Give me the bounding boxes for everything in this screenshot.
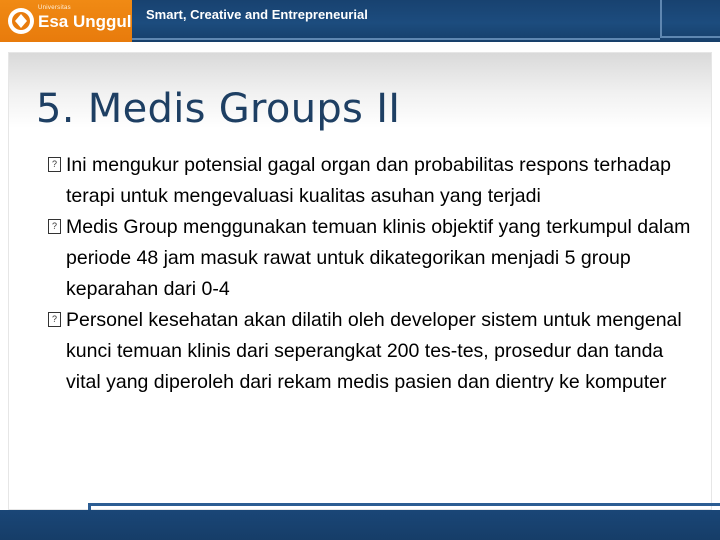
bullet-text: Ini mengukur potensial gagal organ dan probabilitas respons terhadap terapi untuk mengevaluasi kualitas asuhan yang terjadi [66, 154, 671, 207]
slide-title: 5. Medis Groups II [36, 86, 401, 132]
bullet-list [48, 150, 698, 398]
tagline: Smart, Creative and Entrepreneurial [146, 7, 368, 22]
bullet-item [48, 305, 698, 398]
bullet-item [48, 150, 698, 212]
bullet-glyph-icon: ? [48, 312, 61, 327]
logo-name: Esa Unggul [38, 12, 132, 31]
banner-divider [132, 38, 660, 40]
logo-emblem-icon [6, 6, 36, 36]
bullet-text: Personel kesehatan akan dilatih oleh developer sistem untuk mengenal kunci temuan klinis dari seperangkat 200 tes-tes, prosedur dan tanda vital yang diperoleh dari rekam medis pasien dan dientry ke komputer [66, 309, 682, 393]
bullet-glyph-icon: ? [48, 219, 61, 234]
banner-corner-tab [660, 0, 720, 38]
logo-subtitle: Universitas [38, 5, 71, 11]
footer-line [90, 503, 720, 506]
header-banner [0, 0, 720, 42]
bullet-item [48, 212, 698, 305]
university-logo [0, 0, 132, 42]
bullet-text: Medis Group menggunakan temuan klinis objektif yang terkumpul dalam periode 48 jam masuk rawat untuk dikategorikan menjadi 5 group keparahan dari 0-4 [66, 216, 691, 300]
footer-bar [0, 510, 720, 540]
bullet-glyph-icon: ? [48, 157, 61, 172]
